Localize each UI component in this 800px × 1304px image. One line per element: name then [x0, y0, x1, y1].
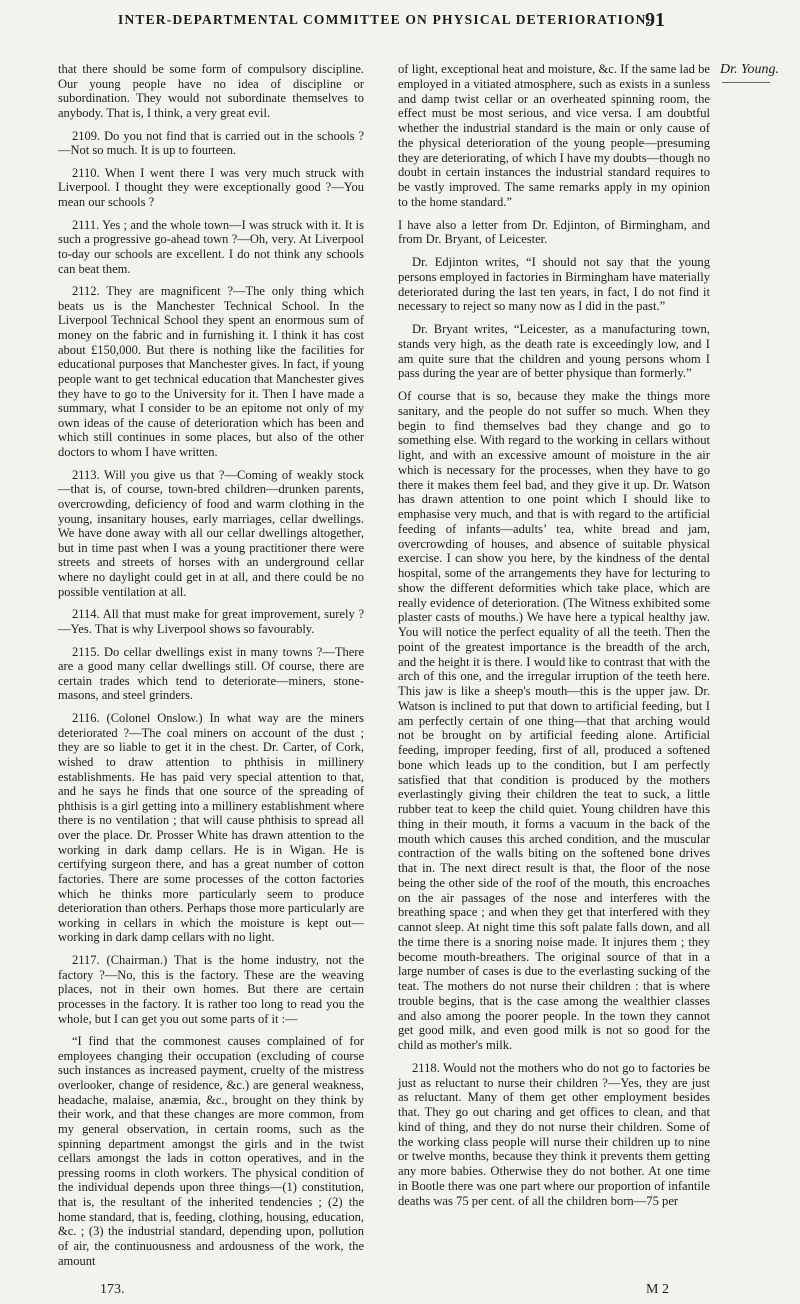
paragraph: 2111. Yes ; and the whole town—I was struck with it. It is such a progressive go-ahead town ?—Oh, very. At Liverpool to-day our schools are excellent. I do not think any schools can beat them. — [58, 217, 364, 276]
paragraph: 2114. All that must make for great improvement, surely ?—Yes. That is why Liverpool shows so favourably. — [58, 607, 364, 636]
paragraph: 2110. When I went there I was very much struck with Liverpool. I thought they were exceptionally good ?—You mean our schools ? — [58, 165, 364, 209]
paragraph: of light, exceptional heat and moisture, &c. If the same lad be employed in a vitiated atmosphere, such as exists in a sunless and damp twist cellar or an overheated spinning room, the effect must be most serious, and vice versa. I am doubtful whether the industrial standard is the main or only cause of the physical deterioration of the young people—presuming they are deteriorating, of which I have my doubts—though no doubt in certain instances the industrial standard requires to be vastly improved. The same remarks apply in my opinion to the home standard.” — [398, 62, 710, 209]
footer-signature-mark: M 2 — [646, 1282, 669, 1297]
page-header — [0, 9, 800, 52]
paragraph: 2116. (Colonel Onslow.) In what way are the miners deteriorated ?—The coal miners on account of the dust ; they are so liable to get it in the chest. Dr. Carter, of Cork, wished to draw attention to phthisis in millinery establishments. He has paid very special attention to that, and he says he finds that one source of the spreading of phthisis is a girl getting into a millinery establishment where there is no ventilation ; that will cause phthisis to spread all over the place. Dr. Prosser White has drawn attention to the working in dark damp cellars. He is in Wigan. He is certifying surgeon there, and has a great number of cotton factories. There are some processes of the cotton factories which he thinks more particularly seem to produce deterioration than others. Perhaps those more particularly are working in cellars in which the moisture is kept out—working in dark damp cellars with no light. — [58, 711, 364, 945]
paragraph: 2115. Do cellar dwellings exist in many towns ?—There are a good many cellar dwellings still. Of course, there are certain trades which tend to deteriorate—miners, stone-masons, and steel grinders. — [58, 644, 364, 703]
paragraph: “I find that the commonest causes complained of for employees changing their occupation (excluding of course such instances as increased payment, cruelty of the mistress overlooker, change of residence, &c.) are general weakness, headache, malaise, anæmia, &c., brought on they think by their work, and that these changes are more common, from my general observation, in certain rooms, such as the spinning department amongst the girls and in the twist cellars amongst the lads in cotton operatives, and in the pressing rooms in cloth workers. The physical condition of the individual depends upon three things—(1) constitution, that is, the resultant of the inherited tendencies ; (2) the home standard, that is, feeding, clothing, housing, education, &c. ; (3) the industrial standard, depending upon, pollution of air, the continuousness and ardousness of the work, the amount — [58, 1034, 364, 1268]
paragraph: 2112. They are magnificent ?—The only thing which beats us is the Manchester Technical School. In the Liverpool Technical School they spent an enormous sum of money on the fabric and in furnishing it. I think it has cost about £150,000. But there is nothing like the facilities for educational purposes that Manchester gives. In fact, if young people want to get technical education that Manchester gives they have to go to the University for it. Then I have made a summary, what I consider to be an epitome not only of my own ideas of the cause of deterioration which has been and which still continues in some places, but also of the other doctors to whom I have written. — [58, 284, 364, 459]
footer-reference-number: 173. — [100, 1282, 125, 1297]
left-column — [58, 62, 364, 1276]
paragraph: Of course that is so, because they make the things more sanitary, and the people do not suffer so much. When they begin to find themselves bad they change and go to something else. With regard to the working in cellars without light, and with an excessive amount of moisture in the air which is necessary for the processes, when they have to go there it makes them feel bad, and they give it up. Dr. Watson has drawn attention to one point which I should like to emphasise very much, and that is with regard to the artificial feeding of infants—adults’ tea, white bread and jam, overcrowding of houses, and absence of suitable physical exercise. I can show you here, by the kindness of the dental hospital, some of the arrangements they have for lecturing to show the different deformities which take place, which are really evidence of deterioration. (The Witness exhibited some plaster casts of mouths.) We have here a typical healthy jaw. You will notice the perfect equality of all the teeth. Then the point of the greatest importance is the breadth of the arch, and the height it is there. I would like to contrast that with the arch of this one, and the irregular irruption of the teeth here. This jaw is like a sheep's mouth—this is the upper jaw. Dr. Watson is inclined to put that down to artificial feeding, but I am perfectly certain of one thing—that that arching would not be brought on by artificial feeding alone. Artificial feeding, improper feeding, first of all, produced a softened bone which leads up to the condition, but I am perfectly satisfied that that condition is produced by the mothers everlastingly giving their children the teat to suck, a little rubber teat to keep the child quiet. Young children have this thing in their mouth, it forms a vacuum in the back of the mouth which causes this arched condition, and the muscular contraction of the walls biting on the softened bone drives that in. The next direct result is that, the floor of the nose being the other side of the roof of the mouth, this encroaches on the air passages of the nose and interferes with the breathing space ; and when they get that interfered with they cannot sleep. At night time this soft palate falls down, and all the time there is a snoring noise made. It injures them ; they become mouth-breathers. The original source of that in a large number of cases is due to the everlasting sucking of the teat. The mothers do not nurse their children : that is where trouble begins, that is the case among the wealthier classes and also among the poorer people. In the town they cannot get good milk, and even good milk is not so good for the child as mother's milk. — [398, 389, 710, 1052]
paragraph: 2109. Do you not find that is carried out in the schools ?—Not so much. It is up to fourteen. — [58, 128, 364, 158]
margin-witness-name: Dr. Young. — [720, 62, 780, 77]
paragraph: 2117. (Chairman.) That is the home industry, not the factory ?—No, this is the factory. These are the weaving places, not in their own homes. But there are certain processes in the factory. It is rather too long to read you the whole, but I can get you out some parts of it :— — [58, 953, 364, 1026]
right-column — [398, 62, 710, 1216]
page-number: 91 — [645, 9, 665, 31]
running-title: INTER-DEPARTMENTAL COMMITTEE ON PHYSICAL DETERIORATION. — [118, 12, 652, 27]
margin-rule — [722, 82, 770, 83]
paragraph: I have also a letter from Dr. Edjinton, of Birmingham, and from Dr. Bryant, of Leicester. — [398, 217, 710, 247]
paragraph: 2118. Would not the mothers who do not go to factories be just as reluctant to nurse their children ?—Yes, they are just as reluctant. Many of them get other employment besides that. They go out charing and get offices to clean, and that kind of thing, and they do not nurse their children. Some of the working class people will nurse their children up to nine or twelve months, because they think it prevents them getting any more babies. Otherwise they do not bother. At one time in Bootle there was one part where our proportion of infantile deaths was 75 per cent. of all the children born—75 per — [398, 1060, 710, 1208]
paragraph: that there should be some form of compulsory discipline. Our young people have no idea of discipline or subordination. They would not subordinate themselves to anybody. That is, I think, a very great evil. — [58, 62, 364, 120]
paragraph: Dr. Bryant writes, “Leicester, as a manufacturing town, stands very high, as the death rate is exceedingly low, and I am quite sure that the children and young persons whom I pass during the year are of better physique than formerly.” — [398, 322, 710, 381]
paragraph: 2113. Will you give us that ?—Coming of weakly stock —that is, of course, town-bred children—drunken parents, overcrowding, deficiency of food and warm clothing in the young, insanitary houses, early marriages, cellar dwellings. We have done away with all our cellar dwellings altogether, but in time past when I was a young practitioner there were streets and streets of horses with an underground cellar where no daylight could get in at all, and there could be no possible ventilation at all. — [58, 467, 364, 599]
paragraph: Dr. Edjinton writes, “I should not say that the young persons employed in factories in Birmingham have materially deteriorated during the last ten years, in fact, I do not find it necessary to reject so many now as I did in the past.” — [398, 255, 710, 314]
